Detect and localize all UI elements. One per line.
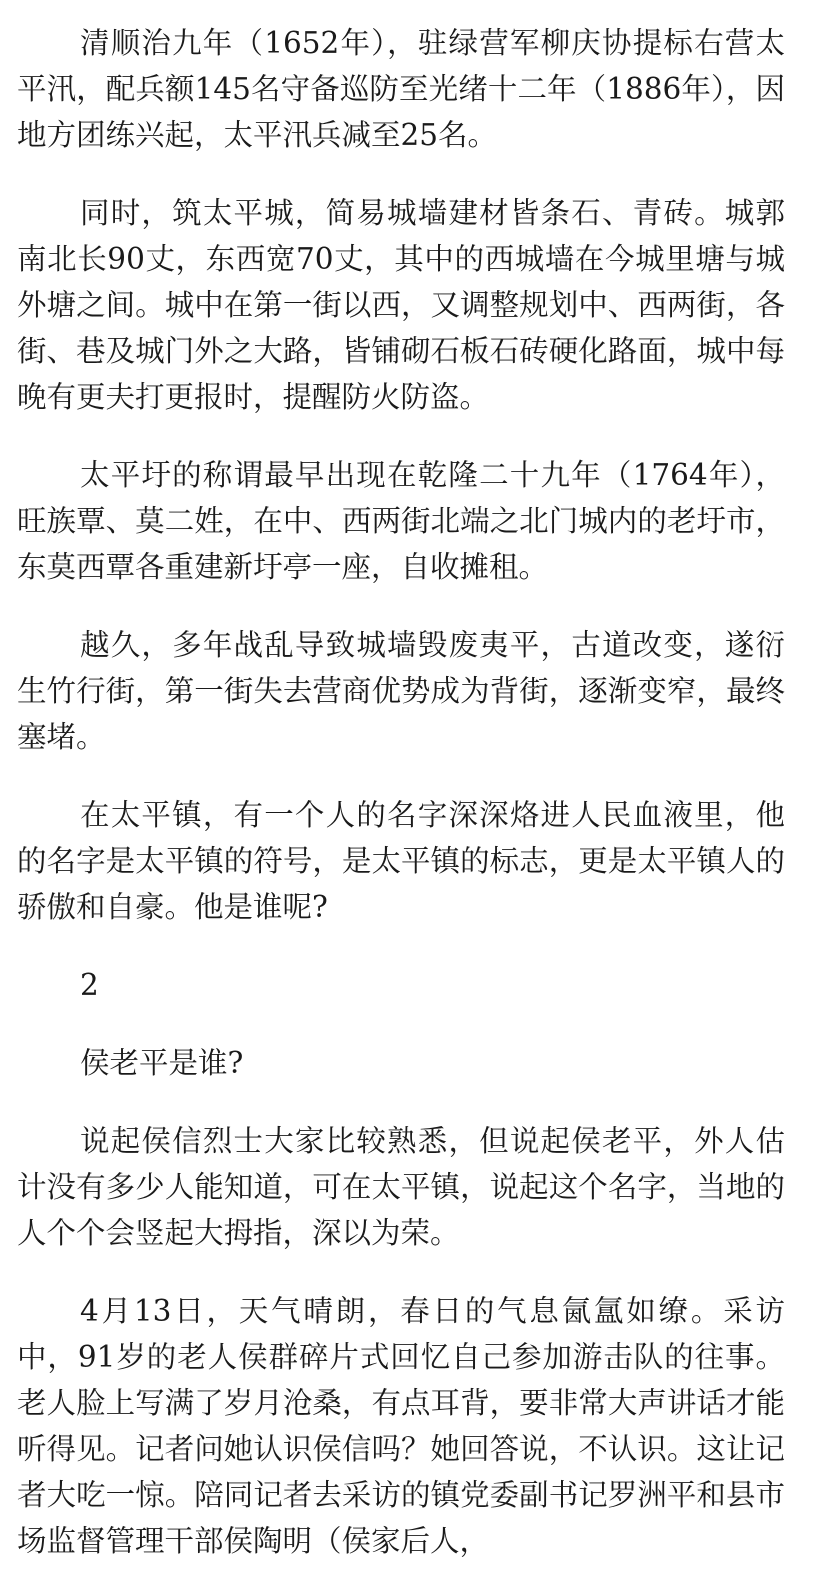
article-body — [17, 20, 785, 1596]
section-number: 2 — [80, 968, 99, 1002]
paragraph-wall-decline: 越久，多年战乱导致城墙毁废夷平，古道改变，遂衍生竹行街，第一街失去营商优势成为背街，逐渐变窄，最终塞堵。 — [17, 628, 785, 754]
paragraph-market-origin: 太平圩的称谓最早出现在乾隆二十九年（1764年），旺族覃、莫二姓，在中、西两街北端之北门城内的老圩市，东莫西覃各重建新圩亭一座，自收摊租。 — [17, 458, 785, 584]
paragraph-interview: 4月13日，天气晴朗，春日的气息氤氲如缭。采访中，91岁的老人侯群碎片式回忆自己参加游击队的往事。老人脸上写满了岁月沧桑，有点耳背，要非常大声讲话才能听得见。记者问她认识侯信吗？她回答说，不认识。这让记者大吃一惊。陪同记者去采访的镇党委副书记罗洲平和县市场监督管理干部侯陶明（侯家后人， — [17, 1294, 785, 1558]
section-heading-question: 侯老平是谁? — [80, 1046, 244, 1080]
paragraph-garrison-history: 清顺治九年（1652年），驻绿营军柳庆协提标右营太平汛，配兵额145名守备巡防至光绪十二年（1886年），因地方团练兴起，太平汛兵减至25名。 — [17, 26, 785, 152]
paragraph-hou-intro: 说起侯信烈士大家比较熟悉，但说起侯老平，外人估计没有多少人能知道，可在太平镇，说起这个名字，当地的人个个会竖起大拇指，深以为荣。 — [17, 1124, 785, 1250]
paragraph-city-wall: 同时，筑太平城，简易城墙建材皆条石、青砖。城郭南北长90丈，东西宽70丈，其中的西城墙在今城里塘与城外塘之间。城中在第一街以西，又调整规划中、西两街，各街、巷及城门外之大路，皆铺砌石板石砖硬化路面，城中每晚有更夫打更报时，提醒防火防盗。 — [17, 196, 785, 414]
paragraph-town-symbol: 在太平镇，有一个人的名字深深烙进人民血液里，他的名字是太平镇的符号，是太平镇的标志，更是太平镇人的骄傲和自豪。他是谁呢? — [17, 798, 785, 924]
